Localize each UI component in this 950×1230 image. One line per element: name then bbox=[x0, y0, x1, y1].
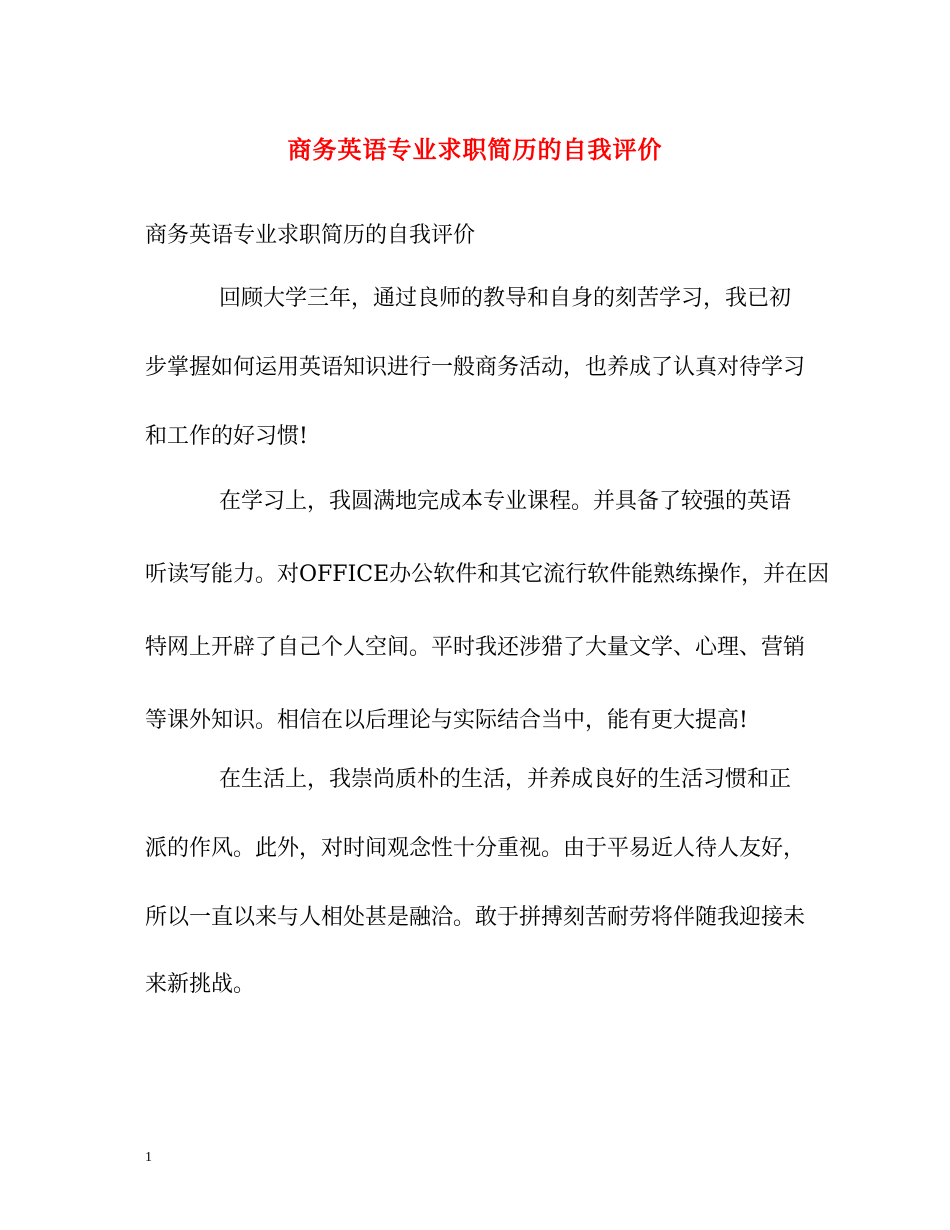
paragraph-line: 等课外知识。相信在以后理论与实际结合当中，能有更大提高! bbox=[145, 708, 748, 733]
paragraph-line: 派的作风。此外，对时间观念性十分重视。由于平易近人待人友好， bbox=[145, 836, 806, 861]
paragraph-line: 回顾大学三年，通过良师的教导和自身的刻苦学习，我已初 bbox=[219, 286, 792, 311]
paragraph-line: 步掌握如何运用英语知识进行一般商务活动，也养成了认真对待学习 bbox=[145, 355, 806, 380]
paragraph-line: 特网上开辟了自己个人空间。平时我还涉猎了大量文学、心理、营销 bbox=[145, 635, 806, 660]
document-subtitle: 商务英语专业求职简历的自我评价 bbox=[145, 223, 476, 248]
page-number: 1 bbox=[145, 1150, 152, 1165]
paragraph-line: 所以一直以来与人相处甚是融洽。敢于拼搏刻苦耐劳将伴随我迎接未 bbox=[145, 905, 806, 930]
paragraph-line: 来新挑战。 bbox=[145, 972, 256, 997]
paragraph-line: 和工作的好习惯! bbox=[145, 424, 308, 449]
paragraph-line: 听读写能力。对OFFICE办公软件和其它流行软件能熟练操作，并在因 bbox=[145, 562, 830, 587]
document-title: 商务英语专业求职简历的自我评价 bbox=[287, 135, 663, 164]
paragraph-line: 在学习上，我圆满地完成本专业课程。并具备了较强的英语 bbox=[219, 489, 792, 514]
paragraph-line: 在生活上，我崇尚质朴的生活，并养成良好的生活习惯和正 bbox=[219, 767, 792, 792]
